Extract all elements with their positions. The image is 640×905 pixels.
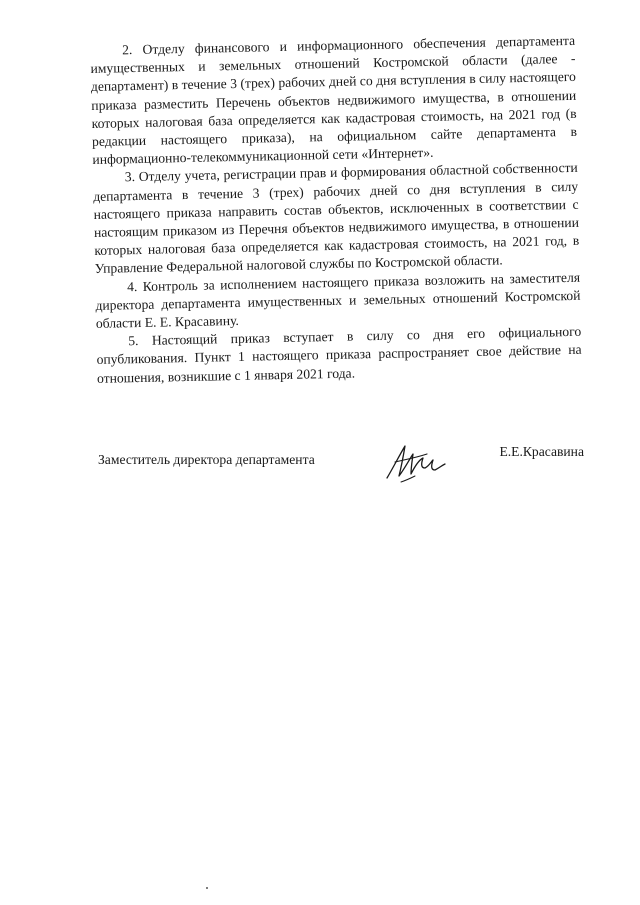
paragraph-5: 5. Настоящий приказ вступает в силу со дня его официального опубликования. Пункт 1 настоящего приказа распространяет свое действие на отношения, возникшие с 1 января 2021 года.	[96, 324, 582, 386]
paragraph-3: 3. Отделу учета, регистрации прав и формирования областной собственности департамента в течение 3 (трех) рабочих дней со дня вступления в силу настоящего приказа направить состав объектов, исключенных в соответствии с настоящим приказом из Перечня объектов недвижимого имущества, в отношении которых налоговая база определяется как кадастровая стоимость, на 2021 год, в Управление Федеральной налоговой службы по Костромской области.	[93, 160, 580, 277]
scan-speck	[206, 887, 208, 889]
signatory-name: Е.Е.Красавина	[499, 444, 584, 459]
paragraph-4: 4. Контроль за исполнением настоящего приказа возложить на заместителя директора департамента имущественных и земельных отношений Костромской области Е. Е. Красавину.	[95, 269, 581, 331]
handwritten-signature	[381, 438, 451, 486]
paragraph-2: 2. Отделу финансового и информационного обеспечения департамента имущественных и земельных отношений Костромской области (далее - департамент) в течение 3 (трех) рабочих дней со дня вступления в силу настоящего приказа разместить Перечень объектов недвижимого имущества, в отношении которых налоговая база определяется как кадастровая стоимость, на 2021 год (в редакции настоящего приказа), на официальном сайте департамента в информационно-телекоммуникационной сети «Интернет».	[90, 32, 578, 168]
signature-block	[98, 438, 584, 490]
document-body	[90, 32, 582, 388]
signatory-position: Заместитель директора департамента	[98, 452, 315, 467]
